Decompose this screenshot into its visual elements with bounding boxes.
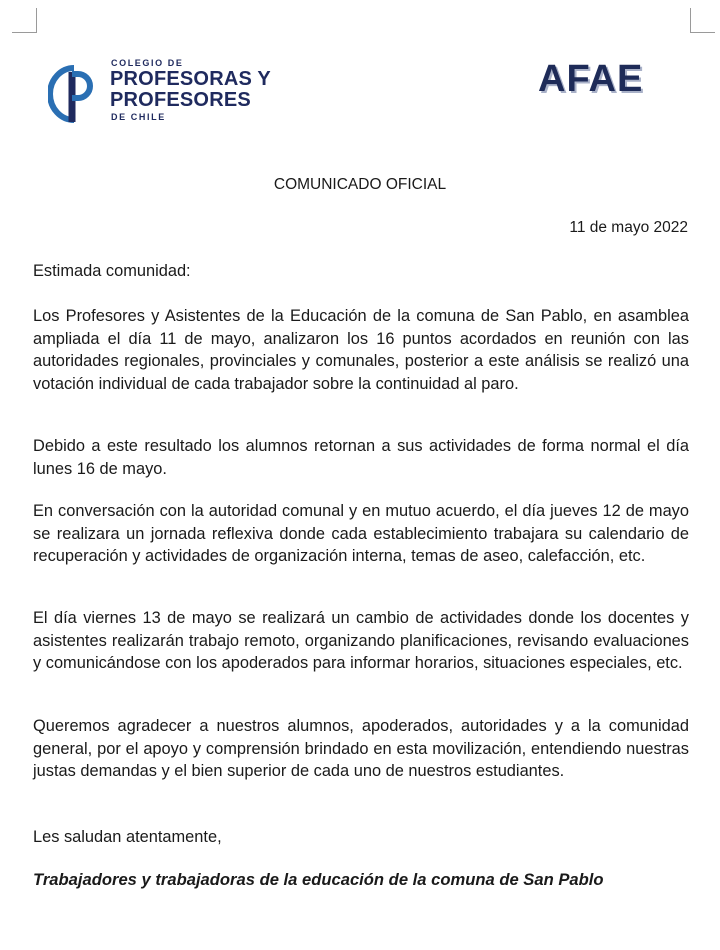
closing-line: Les saludan atentamente, [33, 828, 222, 846]
paragraph-2: Debido a este resultado los alumnos retornan a sus actividades de forma normal el día lunes 16 de mayo. [33, 437, 689, 478]
page-corner-mark-top-left [12, 8, 37, 33]
logo-name-line-1: PROFESORAS Y [110, 68, 271, 90]
logo-subtitle-bottom: DE CHILE [111, 112, 166, 122]
logo-subtitle-top: COLEGIO DE [111, 58, 184, 68]
colegio-profesores-logo [48, 58, 288, 128]
paragraph-1: Los Profesores y Asistentes de la Educación de la comuna de San Pablo, en asamblea ampliada el día 11 de mayo, analizaron los 16 puntos acordados en reunión con las autoridades regionales, provinciales y comunales, posterior a este análisis se realizó una votación individual de cada trabajador sobre la continuidad al paro. [33, 307, 689, 393]
page-corner-mark-top-right [690, 8, 715, 33]
document-date: 11 de mayo 2022 [569, 219, 688, 236]
greeting: Estimada comunidad: [33, 262, 191, 280]
paragraph-3: En conversación con la autoridad comunal y en mutuo acuerdo, el día jueves 12 de mayo se realizara un jornada reflexiva donde cada establecimiento trabajara su calendario de recuperación y actividades de organización interna, temas de aseo, calefacción, etc. [33, 502, 689, 565]
signature: Trabajadores y trabajadoras de la educación de la comuna de San Pablo [33, 870, 604, 889]
afae-logo: AFAE [538, 58, 644, 100]
logo-name-line-2: PROFESORES [110, 89, 251, 111]
paragraph-4: El día viernes 13 de mayo se realizará un cambio de actividades donde los docentes y asistentes realizarán trabajo remoto, organizando planificaciones, revisando evaluaciones y comunicándose con los apoderados para informar horarios, situaciones especiales, etc. [33, 609, 689, 672]
document-title: COMUNICADO OFICIAL [273, 176, 447, 193]
paragraph-5: Queremos agradecer a nuestros alumnos, apoderados, autoridades y a la comunidad general, por el apoyo y comprensión brindado en esta movilización, entendiendo nuestras justas demandas y el bien superior de cada uno de nuestros estudiantes. [33, 717, 689, 780]
colegio-logo-icon [48, 62, 100, 124]
